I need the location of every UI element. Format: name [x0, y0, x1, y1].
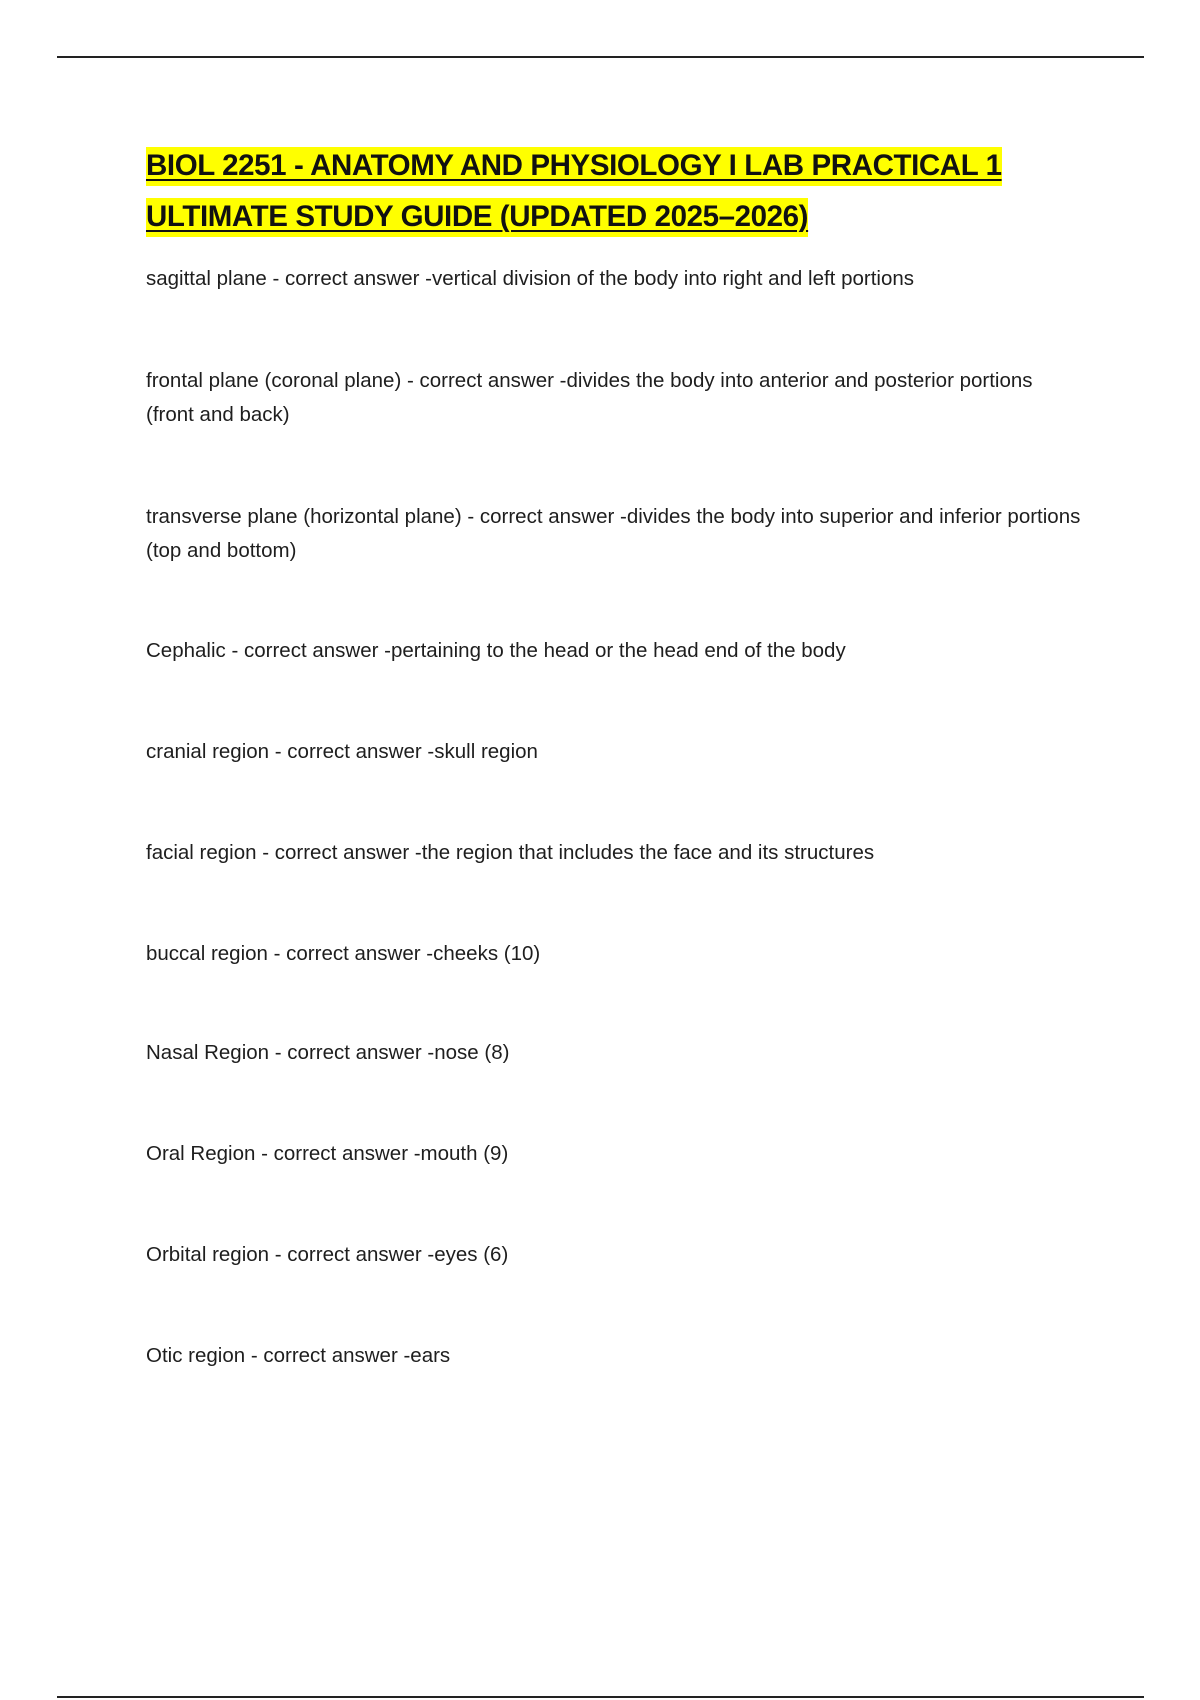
- qa-item-buccal-region: buccal region - correct answer -cheeks (10): [146, 942, 541, 965]
- qa-item-frontal-plane: frontal plane (coronal plane) - correct answer -divides the body into anterior and posterior portions (front and back): [146, 369, 1033, 426]
- qa-item-nasal-region: Nasal Region - correct answer -nose (8): [146, 1041, 510, 1064]
- qa-item-sagittal-plane: sagittal plane - correct answer -vertical division of the body into right and left portions: [146, 267, 914, 290]
- qa-item-otic-region: Otic region - correct answer -ears: [146, 1344, 451, 1367]
- qa-item-oral-region: Oral Region - correct answer -mouth (9): [146, 1142, 509, 1165]
- qa-item-cranial-region: cranial region - correct answer -skull region: [146, 740, 538, 763]
- qa-item-facial-region: facial region - correct answer -the region that includes the face and its structures: [146, 841, 875, 864]
- title-line-2: ULTIMATE STUDY GUIDE (UPDATED 2025–2026): [146, 198, 808, 237]
- qa-item-cephalic: Cephalic - correct answer -pertaining to the head or the head end of the body: [146, 639, 846, 662]
- bottom-rule: [57, 1696, 1144, 1698]
- title-line-1: BIOL 2251 - ANATOMY AND PHYSIOLOGY I LAB PRACTICAL 1: [146, 147, 1002, 186]
- page-title: [146, 140, 1106, 242]
- top-rule: [57, 56, 1144, 58]
- qa-item-transverse-plane: transverse plane (horizontal plane) - correct answer -divides the body into superior and inferior portions (top and bottom): [146, 505, 1081, 562]
- qa-item-orbital-region: Orbital region - correct answer -eyes (6): [146, 1243, 509, 1266]
